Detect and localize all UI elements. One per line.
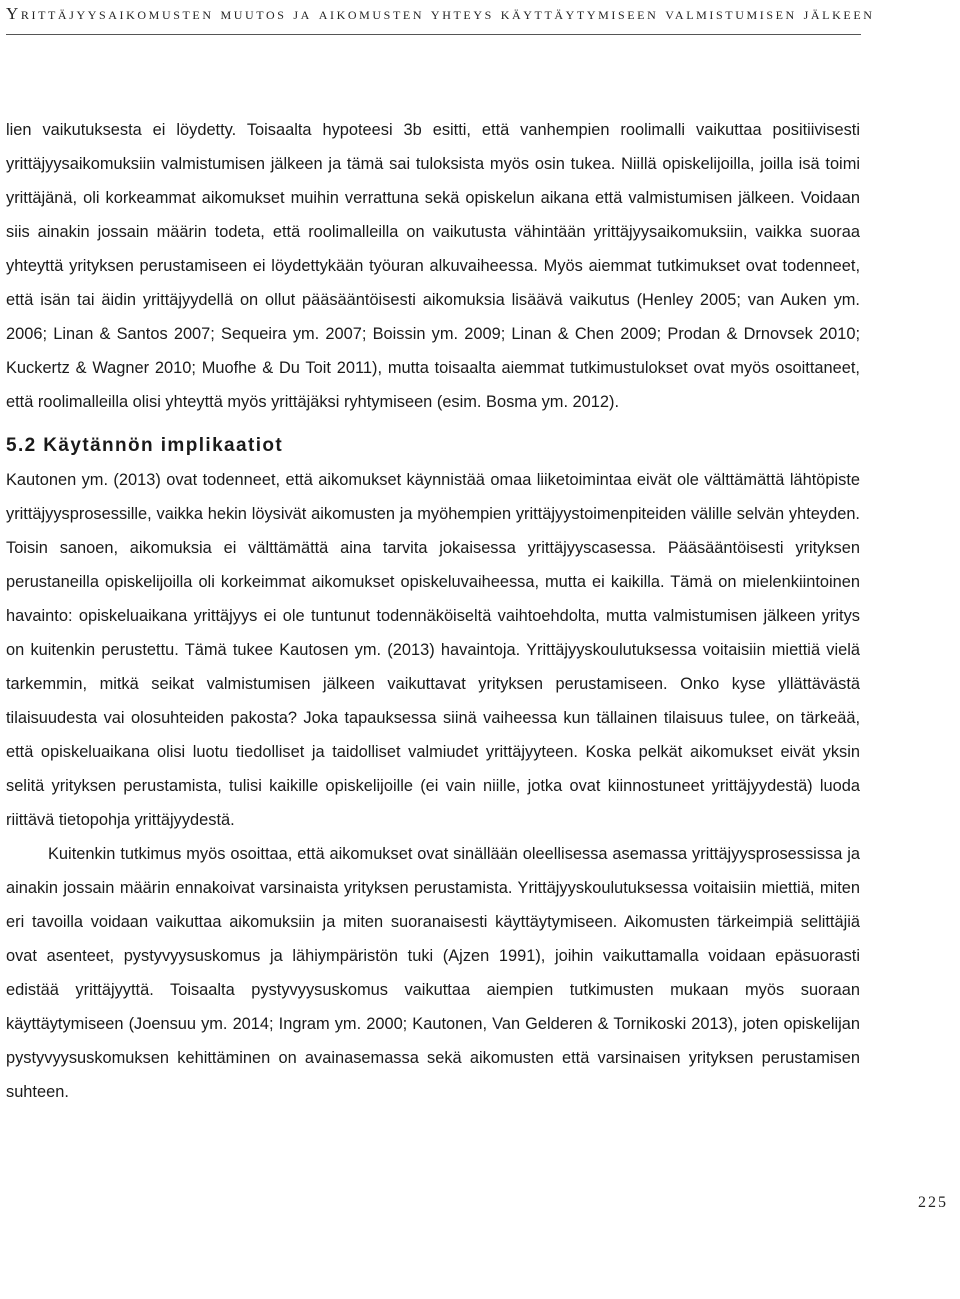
paragraph-implications: Kautonen ym. (2013) ovat todenneet, että aikomukset käynnistää omaa liiketoimintaa eivät ole välttämättä lähtöpiste yrittäjyysprosessille, vaikka hekin löysivät aikomusten ja myöhempien yrittäjyystoimenpiteiden välille selvän yhteyden. Toisin sanoen, aikomuksia ei välttämättä aina tarvita jokaisessa yrittäjyyscasessa. Pääsääntöisesti yrityksen perustaneilla opiskelijoilla oli korkeimmat aikomukset opiskeluvaiheessa, mutta ei kaikilla. Tämä on mielenkiintoinen havainto: opiskeluaikana yrittäjyys ei ole tuntunut todennäköiseltä vaihtoehdolta, mutta valmistumisen jälkeen yritys on kuitenkin perustettu. Tämä tukee Kautosen ym. (2013) havaintoja. Yrittäjyyskoulutuksessa voitaisiin miettiä vielä tarkemmin, mitkä seikat valmistumisen jälkeen vaikuttavat yrityksen perustamiseen. Onko kyse yllättävästä tilaisuudesta vai olosuhteiden pakosta? Joka tapauksessa siinä vaiheessa kun tällainen tilaisuus tulee, on tärkeää, että opiskeluaikana olisi luotu tiedolliset ja taidolliset valmiudet yrittäjyyteen. Koska pelkät aikomukset eivät yksin selitä yrityksen perustamista, tulisi kaikille opiskelijoille (ei vain niille, jotka ovat kiinnostuneet yrittäjyydestä) luoda riittävä tietopohja yrittäjyydestä.: [6, 471, 860, 829]
page-number: 225: [918, 1194, 948, 1211]
paragraph-results-discussion: lien vaikutuksesta ei löydetty. Toisaalta hypoteesi 3b esitti, että vanhempien roolimalli vaikuttaa positiivisesti yrittäjyysaikomuksiin valmistumisen jälkeen ja tämä sai tuloksista myös osin tukea. Niillä opiskelijoilla, joilla isä toimi yrittäjänä, oli korkeammat aikomukset muihin verrattuna sekä opiskelun aikana että valmistumisen jälkeen. Voidaan siis ainakin jossain määrin todeta, että roolimalleilla on vaikutusta vähintään yrittäjyysaikomuksiin, vaikka suoraa yhteyttä yrityksen perustamiseen ei löydettykään työuran alkuvaiheessa. Myös aiemmat tutkimukset ovat todenneet, että isän tai äidin yrittäjyydellä on ollut pääsääntöisesti aikomuksia lisäävä vaikutus (Henley 2005; van Auken ym. 2006; Linan & Santos 2007; Sequeira ym. 2007; Boissin ym. 2009; Linan & Chen 2009; Prodan & Drnovsek 2010; Kuckertz & Wagner 2010; Muofhe & Du Toit 2011), mutta toisaalta aiemmat tutkimustulokset ovat myös osoittaneet, että roolimalleilla olisi yhteyttä myös yrittäjäksi ryhtymiseen (esim. Bosma ym. 2012).: [6, 121, 860, 411]
header-rule: [6, 34, 861, 35]
paragraph-intentions: Kuitenkin tutkimus myös osoittaa, että aikomukset ovat sinällään oleellisessa asemassa yrittäjyysprosessissa ja ainakin jossain määrin ennakoivat varsinaista yrityksen perustamista. Yrittäjyyskoulutuksessa voitaisiin miettiä, miten eri tavoilla voidaan vaikuttaa aikomuksiin ja miten suoranaisesti käyttäytymiseen. Aikomusten tärkeimpiä selittäjiä ovat asenteet, pystyvyysuskomus ja lähiympäristön tuki (Ajzen 1991), joihin vaikuttamalla voidaan epäsuorasti edistää yrittäjyyttä. Toisaalta pystyvyysuskomus vaikuttaa aiempien tutkimusten mukaan myös suoraan käyttäytymiseen (Joensuu ym. 2014; Ingram ym. 2000; Kautonen, Van Gelderen & Tornikoski 2013), joten opiskelijan pystyvyysuskomuksen kehittäminen on avainasemassa sekä aikomusten että varsinaisen yrityksen perustamisen suhteen.: [6, 845, 860, 1101]
page-body: [6, 113, 860, 1109]
running-header: Yrittäjyysaikomusten muutos ja aikomusten yhteys käyttäytymiseen valmistumisen jälkeen: [6, 4, 875, 23]
section-heading: 5.2 Käytännön implikaatiot: [6, 435, 284, 456]
